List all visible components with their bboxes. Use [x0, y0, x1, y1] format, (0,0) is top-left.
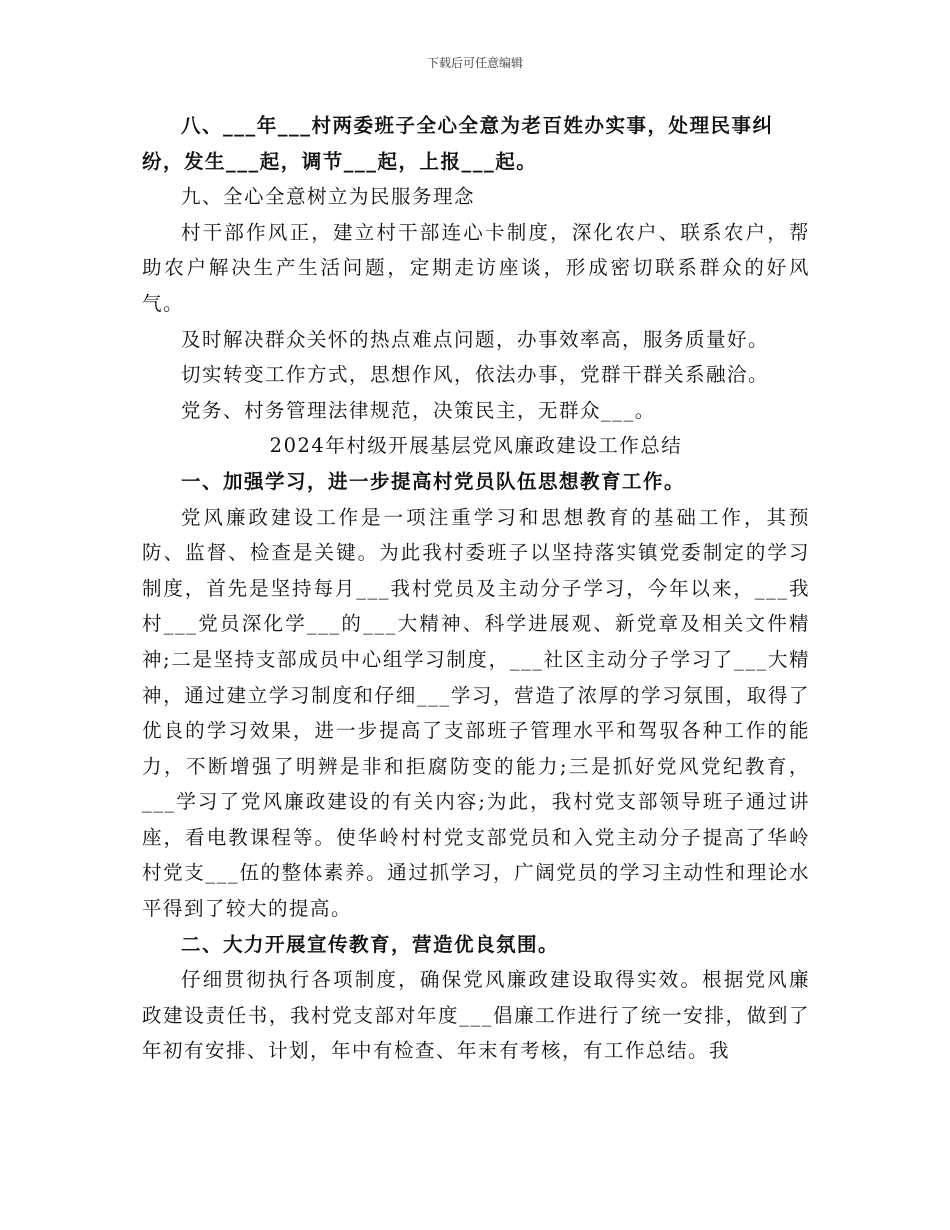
heading-section-two: 二、大力开展宣传教育，营造优良氛围。 — [181, 932, 560, 956]
paragraph-hot-issues: 及时解决群众关怀的热点难点问题，办事效率高，服务质量好。 — [181, 327, 770, 351]
document-title: 2024年村级开展基层党风廉政建设工作总结 — [269, 434, 683, 458]
paragraph-section-eight: 八、___年___村两委班子全心全意为老百姓办实事，处理民事纠纷，发生___起，调节___起，上报___起。 — [142, 114, 774, 173]
paragraph-work-style: 切实转变工作方式，思想作风，依法办事，党群干群关系融洽。 — [181, 363, 770, 387]
paragraph-implement-rules: 仔细贯彻执行各项制度，确保党风廉政建设取得实效。根据党风廉政建设责任书，我村党支部对年度___倡廉工作进行了统一安排，做到了年初有安排、计划，年中有检查、年末有考核，有工作总结。我 — [142, 968, 810, 1063]
paragraph-party-affairs: 党务、村务管理法律规范，决策民主，无群众___。 — [181, 398, 656, 422]
document-body — [142, 108, 810, 1069]
paragraph-study-work: 党风廉政建设工作是一项注重学习和思想教育的基础工作，其预防、监督、检查是关键。为此我村委班子以坚持落实镇党委制定的学习制度，首先是坚持每月___我村党员及主动分子学习，今年以来，___我村___党员深化学___的___大精神、科学进展观、新党章及相关文件精神;二是坚持支部成员中心组学习制度，___社区主动分子学习了___大精神，通过建立学习制度和仔细___学习，营造了浓厚的学习氛围，取得了优良的学习效果，进一步提高了支部班子管理水平和驾驭各种工作的能力，不断增强了明辨是非和拒腐防变的能力;三是抓好党风党纪教育，___学习了党风廉政建设的有关内容;为此，我村党支部领导班子通过讲座，看电教课程等。使华岭村村党支部党员和入党主动分子提高了华岭村党支___伍的整体素养。通过抓学习，广阔党员的学习主动性和理论水平得到了较大的提高。 — [142, 505, 810, 921]
heading-section-one: 一、加强学习，进一步提高村党员队伍思想教育工作。 — [181, 469, 686, 493]
paragraph-section-nine-heading: 九、全心全意树立为民服务理念 — [181, 185, 476, 209]
page-header-note: 下载后可任意编辑 — [426, 56, 523, 70]
paragraph-cadre-style: 村干部作风正，建立村干部连心卡制度，深化农户、联系农户，帮助农户解决生产生活问题，定期走访座谈，形成密切联系群众的好风气。 — [142, 220, 810, 315]
